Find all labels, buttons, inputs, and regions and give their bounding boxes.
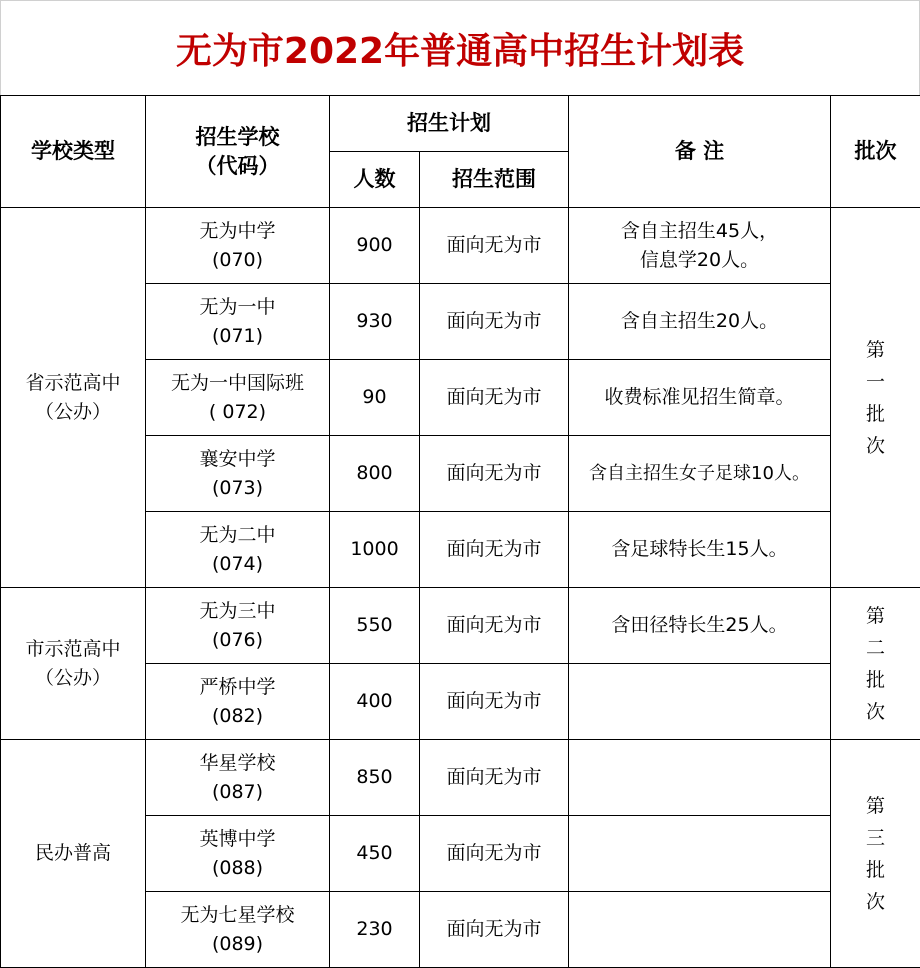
school-code: (088) xyxy=(211,856,264,879)
school-name-cell xyxy=(146,816,330,892)
scope-cell: 面向无为市 xyxy=(420,892,569,968)
batch-char: 一 xyxy=(865,370,885,393)
count-cell: 400 xyxy=(330,664,420,740)
remark-cell xyxy=(569,208,831,284)
remark-cell xyxy=(569,816,831,892)
table-row xyxy=(1,588,920,664)
count-cell: 90 xyxy=(330,360,420,436)
school-name-cell xyxy=(146,436,330,512)
school-name-cell xyxy=(146,208,330,284)
remark-cell xyxy=(569,284,831,360)
school-type-line1: 民办普高 xyxy=(34,842,111,864)
count-cell: 450 xyxy=(330,816,420,892)
school-code: (087) xyxy=(211,780,264,803)
batch-char: 批 xyxy=(865,668,885,691)
batch-char: 三 xyxy=(865,826,885,849)
batch-char: 次 xyxy=(865,700,885,723)
count-cell: 850 xyxy=(330,740,420,816)
header-batch: 批次 xyxy=(831,96,920,208)
page-title: 无为市2022年普通高中招生计划表 xyxy=(0,0,920,96)
scope-cell: 面向无为市 xyxy=(420,664,569,740)
batch-char: 二 xyxy=(865,636,885,659)
count-cell: 930 xyxy=(330,284,420,360)
school-code: (070) xyxy=(211,248,264,271)
school-name: 华星学校 xyxy=(199,751,276,774)
remark-cell xyxy=(569,588,831,664)
header-school-name-line1: 招生学校 xyxy=(195,124,280,149)
remark-line1: 含自主招生女子足球10人。 xyxy=(589,463,810,484)
batch-cell xyxy=(831,588,920,740)
header-count: 人数 xyxy=(330,152,420,208)
batch-char: 第 xyxy=(865,604,885,627)
school-name: 无为一中国际班 xyxy=(170,371,304,394)
scope-cell: 面向无为市 xyxy=(420,512,569,588)
enrollment-plan-table xyxy=(0,95,920,968)
school-code: (089) xyxy=(211,932,264,955)
school-name-cell xyxy=(146,664,330,740)
school-name-cell xyxy=(146,284,330,360)
school-code: ( 072) xyxy=(208,400,267,423)
school-name: 无为三中 xyxy=(199,599,276,622)
remark-cell xyxy=(569,664,831,740)
school-name-cell xyxy=(146,512,330,588)
header-school-type: 学校类型 xyxy=(1,96,146,208)
remark-cell xyxy=(569,740,831,816)
remark-cell xyxy=(569,360,831,436)
batch-cell xyxy=(831,208,920,588)
school-name: 无为中学 xyxy=(199,219,276,242)
remark-cell xyxy=(569,436,831,512)
school-name: 无为七星学校 xyxy=(180,903,295,926)
school-code: (073) xyxy=(211,476,264,499)
batch-char: 批 xyxy=(865,858,885,881)
scope-cell: 面向无为市 xyxy=(420,208,569,284)
scope-cell: 面向无为市 xyxy=(420,360,569,436)
batch-char: 批 xyxy=(865,402,885,425)
table-row xyxy=(1,740,920,816)
remark-line1: 含自主招生20人。 xyxy=(620,310,779,332)
school-code: (071) xyxy=(211,324,264,347)
school-type-cell xyxy=(1,740,146,968)
batch-char: 第 xyxy=(865,794,885,817)
school-name-cell xyxy=(146,360,330,436)
school-name-cell xyxy=(146,740,330,816)
school-type-line1: 省示范高中 xyxy=(25,371,121,394)
batch-char: 次 xyxy=(865,434,885,457)
header-school-name xyxy=(146,96,330,208)
remark-line1: 含自主招生45人， xyxy=(620,219,779,242)
count-cell: 1000 xyxy=(330,512,420,588)
table-row xyxy=(1,208,920,284)
school-name: 无为一中 xyxy=(199,295,276,318)
school-name: 英博中学 xyxy=(199,827,276,850)
remark-line2: 信息学20人。 xyxy=(639,248,760,271)
school-name-cell xyxy=(146,588,330,664)
batch-char: 次 xyxy=(865,890,885,913)
school-code: (076) xyxy=(211,628,264,651)
school-name: 严桥中学 xyxy=(199,675,276,698)
school-code: (082) xyxy=(211,704,264,727)
count-cell: 230 xyxy=(330,892,420,968)
school-code: (074) xyxy=(211,552,264,575)
header-school-name-line2: （代码） xyxy=(195,153,280,178)
remark-cell xyxy=(569,512,831,588)
school-type-cell xyxy=(1,588,146,740)
school-type-line2: （公办） xyxy=(34,666,111,689)
header-plan: 招生计划 xyxy=(330,96,569,152)
school-name: 无为二中 xyxy=(199,523,276,546)
scope-cell: 面向无为市 xyxy=(420,588,569,664)
remark-line1: 含田径特长生25人。 xyxy=(611,614,788,636)
remark-cell xyxy=(569,892,831,968)
school-name-cell xyxy=(146,892,330,968)
remark-line1: 收费标准见招生简章。 xyxy=(604,386,795,408)
count-cell: 800 xyxy=(330,436,420,512)
count-cell: 900 xyxy=(330,208,420,284)
school-name: 襄安中学 xyxy=(199,447,276,470)
scope-cell: 面向无为市 xyxy=(420,284,569,360)
school-type-line1: 市示范高中 xyxy=(25,637,121,660)
scope-cell: 面向无为市 xyxy=(420,816,569,892)
count-cell: 550 xyxy=(330,588,420,664)
batch-cell xyxy=(831,740,920,968)
school-type-cell xyxy=(1,208,146,588)
header-scope: 招生范围 xyxy=(420,152,569,208)
remark-line1: 含足球特长生15人。 xyxy=(611,538,788,560)
header-remarks: 备 注 xyxy=(569,96,831,208)
scope-cell: 面向无为市 xyxy=(420,740,569,816)
batch-char: 第 xyxy=(865,338,885,361)
scope-cell: 面向无为市 xyxy=(420,436,569,512)
school-type-line2: （公办） xyxy=(34,400,111,423)
